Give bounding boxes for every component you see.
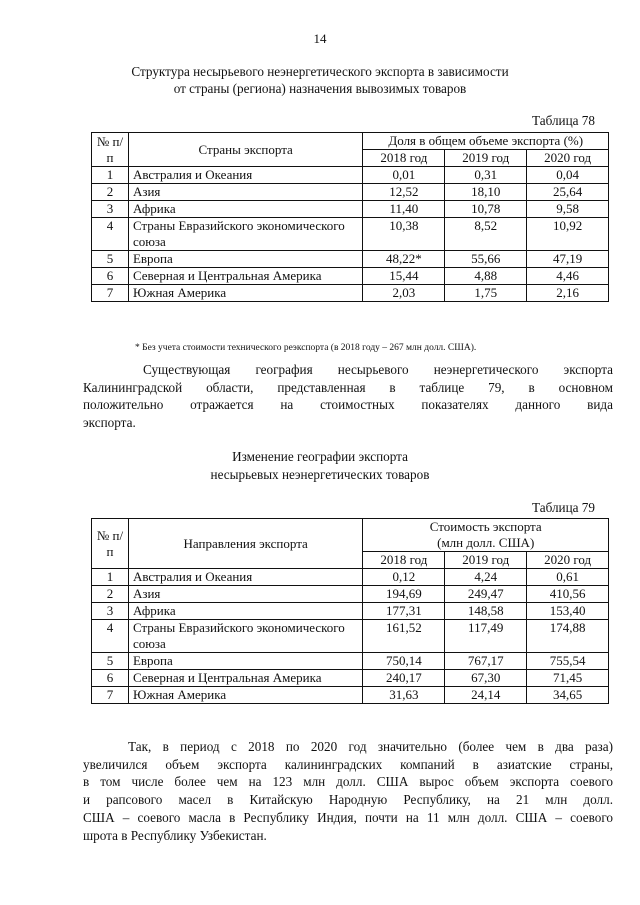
row-direction: Африка xyxy=(128,603,362,620)
cell-2018: 0,01 xyxy=(363,167,445,184)
paragraph-asia-growth xyxy=(83,738,613,844)
table-row xyxy=(92,251,609,268)
table-row xyxy=(92,687,609,704)
table-row xyxy=(92,586,609,603)
cell-2018: 750,14 xyxy=(363,653,445,670)
row-country: Австралия и Океания xyxy=(128,167,363,184)
row-num: 7 xyxy=(92,687,129,704)
cell-2018: 2,03 xyxy=(363,285,445,302)
col-header-2018: 2018 год xyxy=(363,150,445,167)
table-row xyxy=(92,569,609,586)
table-78 xyxy=(91,132,609,302)
row-num: 3 xyxy=(92,201,129,218)
table-row xyxy=(92,653,609,670)
cell-2019: 8,52 xyxy=(445,218,527,251)
cell-2020: 47,19 xyxy=(527,251,609,268)
cell-2020: 755,54 xyxy=(527,653,609,670)
col-header-group-line2: (млн долл. США) xyxy=(437,535,535,550)
table-row xyxy=(92,285,609,302)
col-header-num: № п/п xyxy=(92,133,129,167)
row-num: 2 xyxy=(92,586,129,603)
table78-footnote: * Без учета стоимости технического реэкспорта (в 2018 году – 267 млн долл. США). xyxy=(135,343,477,353)
paragraph-geography xyxy=(83,361,613,432)
table-row xyxy=(92,201,609,218)
cell-2018: 31,63 xyxy=(363,687,445,704)
paragraph-line: в том числе более чем на 123 млн долл. США вырос объем экспорта соевого xyxy=(83,774,613,790)
paragraph-line: Так, в период с 2018 по 2020 год значительно (более чем в два раза) xyxy=(128,739,613,754)
table79-title-line2: несырьевых неэнергетических товаров xyxy=(210,467,430,482)
table-row xyxy=(92,268,609,285)
col-header-2019: 2019 год xyxy=(445,150,527,167)
col-header-group: Доля в общем объеме экспорта (%) xyxy=(363,133,609,150)
cell-2019: 24,14 xyxy=(445,687,527,704)
cell-2020: 153,40 xyxy=(527,603,609,620)
col-header-country: Страны экспорта xyxy=(128,133,363,167)
row-num: 2 xyxy=(92,184,129,201)
cell-2018: 48,22* xyxy=(363,251,445,268)
row-num: 6 xyxy=(92,670,129,687)
row-country: Европа xyxy=(128,251,363,268)
cell-2018: 194,69 xyxy=(363,586,445,603)
row-direction: Австралия и Океания xyxy=(128,569,362,586)
page-number: 14 xyxy=(313,31,327,46)
col-header-group-line1: Стоимость экспорта xyxy=(429,519,542,534)
table-row xyxy=(92,603,609,620)
cell-2020: 10,92 xyxy=(527,218,609,251)
row-num: 5 xyxy=(92,251,129,268)
cell-2019: 148,58 xyxy=(445,603,527,620)
cell-2019: 0,31 xyxy=(445,167,527,184)
paragraph-line: шрота в Республику Узбекистан. xyxy=(83,827,267,843)
paragraph-line: и рапсового масел в Китайскую Народную Республику, на 21 млн долл. xyxy=(83,792,613,808)
row-direction: Азия xyxy=(128,586,362,603)
table-row xyxy=(92,167,609,184)
cell-2018: 15,44 xyxy=(363,268,445,285)
table-row xyxy=(92,184,609,201)
table-row xyxy=(92,620,609,653)
row-country: Южная Америка xyxy=(128,285,363,302)
cell-2019: 18,10 xyxy=(445,184,527,201)
cell-2020: 0,61 xyxy=(527,569,609,586)
col-header-2020: 2020 год xyxy=(527,150,609,167)
row-direction: Северная и Центральная Америка xyxy=(128,670,362,687)
cell-2019: 767,17 xyxy=(445,653,527,670)
row-num: 3 xyxy=(92,603,129,620)
paragraph-line: увеличился объем экспорта калининградских компаний в азиатские страны, xyxy=(83,756,613,772)
table79-title-line1: Изменение географии экспорта xyxy=(232,449,408,464)
table-row xyxy=(92,670,609,687)
table78-title-line1: Структура несырьевого неэнергетического экспорта в зависимости xyxy=(131,64,509,79)
col-header-2018: 2018 год xyxy=(363,552,445,569)
cell-2019: 4,24 xyxy=(445,569,527,586)
paragraph-line: США – соевого масла в Республику Индия, почти на 11 млн долл. США – соевого xyxy=(83,809,613,825)
cell-2018: 11,40 xyxy=(363,201,445,218)
row-direction: Страны Евразийского экономического союза xyxy=(128,620,362,653)
row-num: 5 xyxy=(92,653,129,670)
row-direction: Южная Америка xyxy=(128,687,362,704)
cell-2020: 2,16 xyxy=(527,285,609,302)
cell-2019: 10,78 xyxy=(445,201,527,218)
cell-2019: 1,75 xyxy=(445,285,527,302)
cell-2020: 0,04 xyxy=(527,167,609,184)
paragraph-line: экспорта. xyxy=(83,415,136,431)
row-num: 1 xyxy=(92,569,129,586)
cell-2020: 410,56 xyxy=(527,586,609,603)
cell-2020: 34,65 xyxy=(527,687,609,704)
cell-2020: 174,88 xyxy=(527,620,609,653)
row-num: 4 xyxy=(92,620,129,653)
cell-2019: 117,49 xyxy=(445,620,527,653)
row-num: 1 xyxy=(92,167,129,184)
table79-label: Таблица 79 xyxy=(532,500,595,515)
cell-2020: 71,45 xyxy=(527,670,609,687)
cell-2018: 0,12 xyxy=(363,569,445,586)
row-country: Страны Евразийского экономического союза xyxy=(128,218,363,251)
row-direction: Европа xyxy=(128,653,362,670)
cell-2019: 55,66 xyxy=(445,251,527,268)
paragraph-line: положительно отражается на стоимостных показателях данного вида xyxy=(83,397,613,413)
row-num: 7 xyxy=(92,285,129,302)
table-79 xyxy=(91,518,609,704)
row-country: Северная и Центральная Америка xyxy=(128,268,363,285)
col-header-num: № п/п xyxy=(92,519,129,569)
cell-2020: 9,58 xyxy=(527,201,609,218)
cell-2018: 240,17 xyxy=(363,670,445,687)
col-header-2020: 2020 год xyxy=(527,552,609,569)
col-header-direction: Направления экспорта xyxy=(128,519,362,569)
cell-2020: 25,64 xyxy=(527,184,609,201)
paragraph-line: Калининградской области, представленная в таблице 79, в основном xyxy=(83,379,613,395)
cell-2018: 10,38 xyxy=(363,218,445,251)
cell-2018: 177,31 xyxy=(363,603,445,620)
col-header-group xyxy=(363,519,609,552)
col-header-2019: 2019 год xyxy=(445,552,527,569)
cell-2019: 4,88 xyxy=(445,268,527,285)
table78-label: Таблица 78 xyxy=(532,113,595,128)
row-country: Африка xyxy=(128,201,363,218)
paragraph-line: Существующая география несырьевого неэнергетического экспорта xyxy=(143,362,613,377)
cell-2020: 4,46 xyxy=(527,268,609,285)
row-num: 6 xyxy=(92,268,129,285)
cell-2018: 161,52 xyxy=(363,620,445,653)
row-country: Азия xyxy=(128,184,363,201)
cell-2019: 67,30 xyxy=(445,670,527,687)
cell-2019: 249,47 xyxy=(445,586,527,603)
cell-2018: 12,52 xyxy=(363,184,445,201)
table78-title-line2: от страны (региона) назначения вывозимых товаров xyxy=(173,81,467,96)
row-num: 4 xyxy=(92,218,129,251)
table-row xyxy=(92,218,609,251)
